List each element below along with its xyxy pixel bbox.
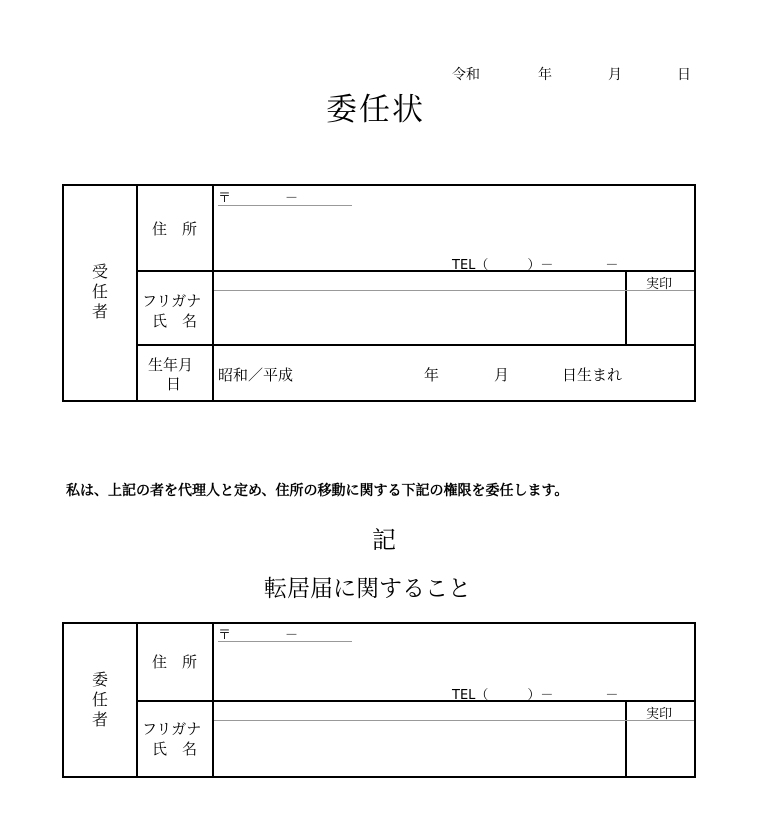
ki-heading: 記 [372,526,396,554]
furigana-divider [214,290,694,291]
divider [625,270,627,346]
postal-mark: 〒 [218,628,232,643]
divider [136,184,138,402]
delegation-statement: 私は、上記の者を代理人と定め、住所の移動に関する下記の権限を委任します。 [66,483,569,499]
delegation-subject: 転居届に関すること [264,576,471,602]
tel-field: TEL（ ）－ － [452,688,619,703]
year-label: 年 [538,67,552,83]
name-label: 氏 名 [152,312,198,330]
furigana-divider [214,720,694,721]
delegator-section-label: 委 任 者 [91,670,108,729]
address-label: 住 所 [152,220,198,238]
day-label: 日 [677,67,691,83]
name-label: 氏 名 [152,740,198,758]
era-choice: 昭和／平成 [218,366,294,384]
seal-label: 実印 [646,707,673,722]
month-label: 月 [608,67,622,83]
postal-dash: － [285,628,299,643]
divider [212,184,214,402]
delegate-section-label: 受 任 者 [91,262,108,321]
birth-year-label: 年 [424,366,440,384]
seal-label: 実印 [646,277,673,292]
birth-label-day: 日 [166,375,182,393]
document-title: 委任状 [326,92,425,128]
birth-month-label: 月 [494,366,510,384]
postal-mark: 〒 [218,191,232,206]
address-label: 住 所 [152,653,198,671]
era-label: 令和 [452,67,480,83]
postal-dash: － [285,191,299,206]
divider [625,700,627,778]
birth-label: 生年月 [148,356,194,374]
tel-field: TEL（ ）－ － [452,258,619,273]
furigana-label: フリガナ [142,292,202,310]
birth-day-label: 日生まれ [562,366,623,384]
furigana-label: フリガナ [142,720,202,738]
divider [136,344,696,346]
